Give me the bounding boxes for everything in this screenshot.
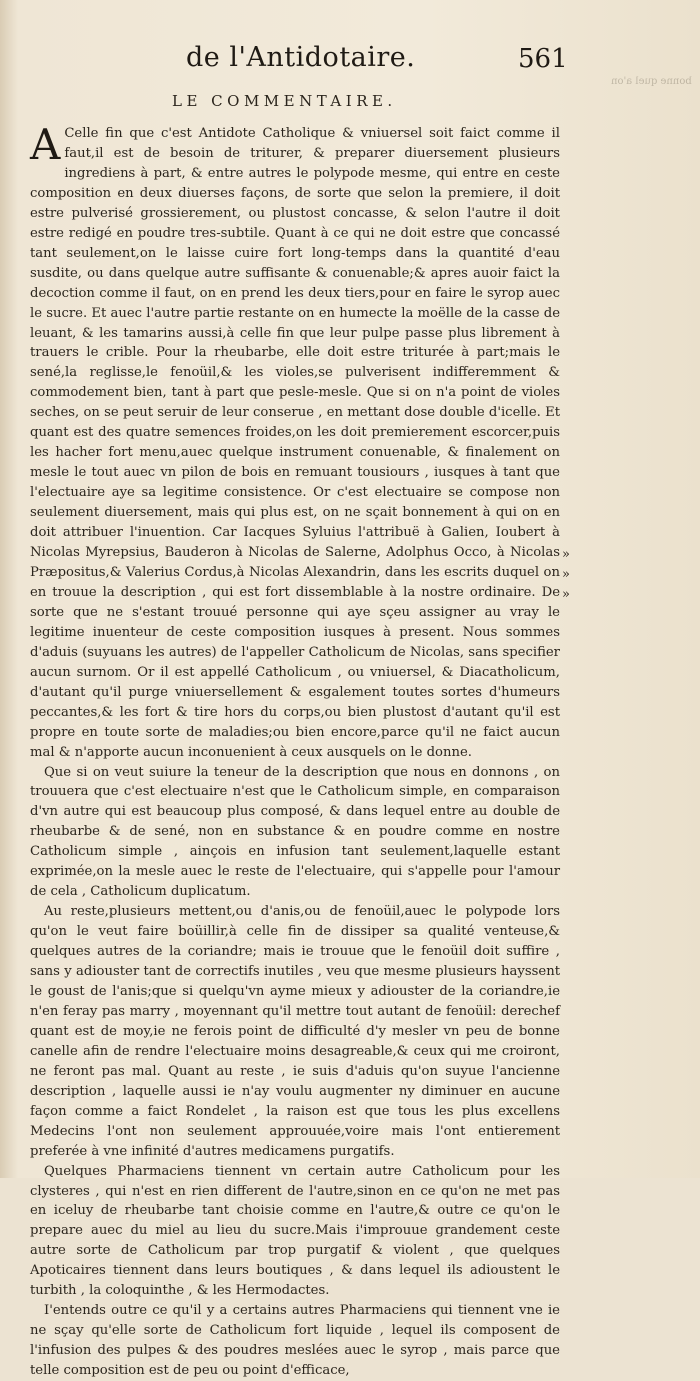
margin-quote: » xyxy=(562,586,570,602)
margin-quote: » xyxy=(562,547,570,562)
running-head: de l'Antidotaire. xyxy=(186,42,416,73)
margin-quote: » xyxy=(562,566,570,582)
page-number: 561 xyxy=(518,44,568,74)
paragraph-1 xyxy=(30,120,560,763)
margin-quote-marks xyxy=(562,545,582,605)
drop-cap: A xyxy=(30,120,61,169)
paragraph-5: I'entends outre ce qu'il y a certains autres Pharmaciens qui tiennent vne ie ne sçay qu'elle sorte de Catholicum fort liquide , lequel ils composent de l'infusion des pulpes & des poudres meslées auec le syrop , mais parce que telle composition est de peu ou point d'efficace, xyxy=(30,1303,560,1379)
paragraph-3: Au reste,plusieurs mettent,ou d'anis,ou de fenoüil,auec le polypode lors qu'on le veut faire boüillir,à celle fin de dissiper sa qualité venteuse,& quelques autres de la coriandre; mais ie trouue que le fenoüil doit suffire , sans y adiouster tant de correctifs inutiles , veu que mesme plusieurs hayssent le goust de l'anis;que si quelqu'vn ayme mieux y adiouster de la coriandre,ie n'en feray pas marry , moyennant qu'il mettre tout autant de fenoüil: derechef quant est de moy,ie ne ferois point de difficulté d'y mesler vn peu de bonne canelle afin de rendre l'electuaire moins desagreable,& ceux qui me croiront, ne feront pas mal. Quant au reste , ie suis d'aduis qu'on suyue l'ancienne description , laquelle aussi ie n'ay voulu augmenter ny diminuer en aucune façon comme a faict Rondelet , la raison est que tous les plus excellens Medecins l'ont non seulement approuuée,voire mais l'ont entierement preferée à vne infinité d'autres medicamens purgatifs. xyxy=(30,904,560,1159)
paragraph-1-text: Celle fin que c'est Antidote Catholique & vniuersel soit faict comme il faut,il est de besoin de triturer, & preparer diuersement plusieurs ingrediens à part, & entre autres le polypode mesme, qui entre en ceste composition en deux diuerses façons, de sorte que selon la premiere, il doit estre pulverisé grossierement, ou plustost concasse, & selon l'autre il doit estre redigé en poudre tres-subtile. Quant à ce qui ne doit estre que concassé tant seulement,on le laisse cuire fort long-temps dans la quantité d'eau susdite, ou dans quelque autre suffisante & conuenable;& apres auoir faict la decoction comme il faut, on en prend les deux tiers,pour en faire le syrop auec le sucre. Et auec l'autre partie restante on en humecte la moëlle de la casse de leuant, & les tamarins aussi,à celle fin que leur pulpe passe plus librement à trauers le crible. Pour la rheubarbe, elle doit estre triturée à part;mais le sené,la reglisse,le fenoüil,& les violes,se pulverisent indifferemment & commodement bien, tant à part que pesle-mesle. Que si on n'a point de violes seches, on se peut seruir de leur conserue , en mettant dose double d'icelle. Et quant est des quatre semences froides,on les doit premierement escorcer,puis les hacher fort menu,auec quelque instrument conuenable, & finalement on mesle le tout auec vn pilon de bois en remuant tousiours , iusques à tant que l'electuaire aye sa legitime consistence. Or c'est electuaire se compose non seulement diuersement, mais qui plus est, on ne sçait bonnement à qui on en doit attribuer l'inuention. Car Iacques Syluius l'attribuë à Galien, Ioubert à Nicolas Myrepsius, Bauderon à Nicolas de Salerne, Adolphus Occo, à Nicolas Præpositus,& Valerius Cordus,à Nicolas Alexandrin, dans les escrits duquel on en trouue la description , qui est fort dissemblable à la nostre ordinaire. De sorte que ne s'estant trouué personne qui aye sçeu assigner au vray le legitime inuenteur de ceste composition iusques à present. Nous sommes d'aduis (suyuans les autres) de l'appeller Catholicum de Nicolas, sans specifier aucun surnom. Or il est appellé Catholicum , ou vniuersel, & Diacatholicum, d'autant qu'il purge vniuersellement & esgalement toutes sortes d'humeurs peccantes,& les fort & tire hors du corps,ou bien plustost d'autant qu'il est propre en toute sorte de maladies;ou bien encore,parce qu'il ne faict aucun mal & n'apporte aucun inconuenient à ceux ausquels on le donne. xyxy=(30,126,560,760)
body-text xyxy=(30,120,560,1381)
paragraph-4: Quelques Pharmaciens tiennent vn certain autre Catholicum pour les clysteres , qui n'est en rien different de l'autre,sinon en ce qu'on ne met pas en iceluy de rheubarbe tant choisie comme en l'autre,& outre ce qu'on le prepare auec du miel au lieu du sucre.Mais i'improuue grandement ceste autre sorte de Catholicum par trop purgatif & violent , que quelques Apoticaires tiennent dans leurs boutiques , & dans lequel ils adioustent le turbith , la coloquinthe , & les Hermodactes. xyxy=(30,1163,560,1299)
paragraph-2: Que si on veut suiure la teneur de la description que nous en donnons , on trouuera que c'est electuaire n'est que le Catholicum simple, en comparaison d'vn autre qui est beaucoup plus composé, & dans lequel entre au double de rheubarbe & de sené, non en substance & en poudre comme en nostre Catholicum simple , ainçois en infusion tant seulement,laquelle estant exprimée,on la mesle auec le reste de l'electuaire, qui s'appelle pour l'amour de cela , Catholicum duplicatum. xyxy=(30,764,560,900)
section-heading: LE COMMENTAIRE. xyxy=(172,92,397,110)
show-through-text: bonne quel a'on xyxy=(611,76,692,87)
